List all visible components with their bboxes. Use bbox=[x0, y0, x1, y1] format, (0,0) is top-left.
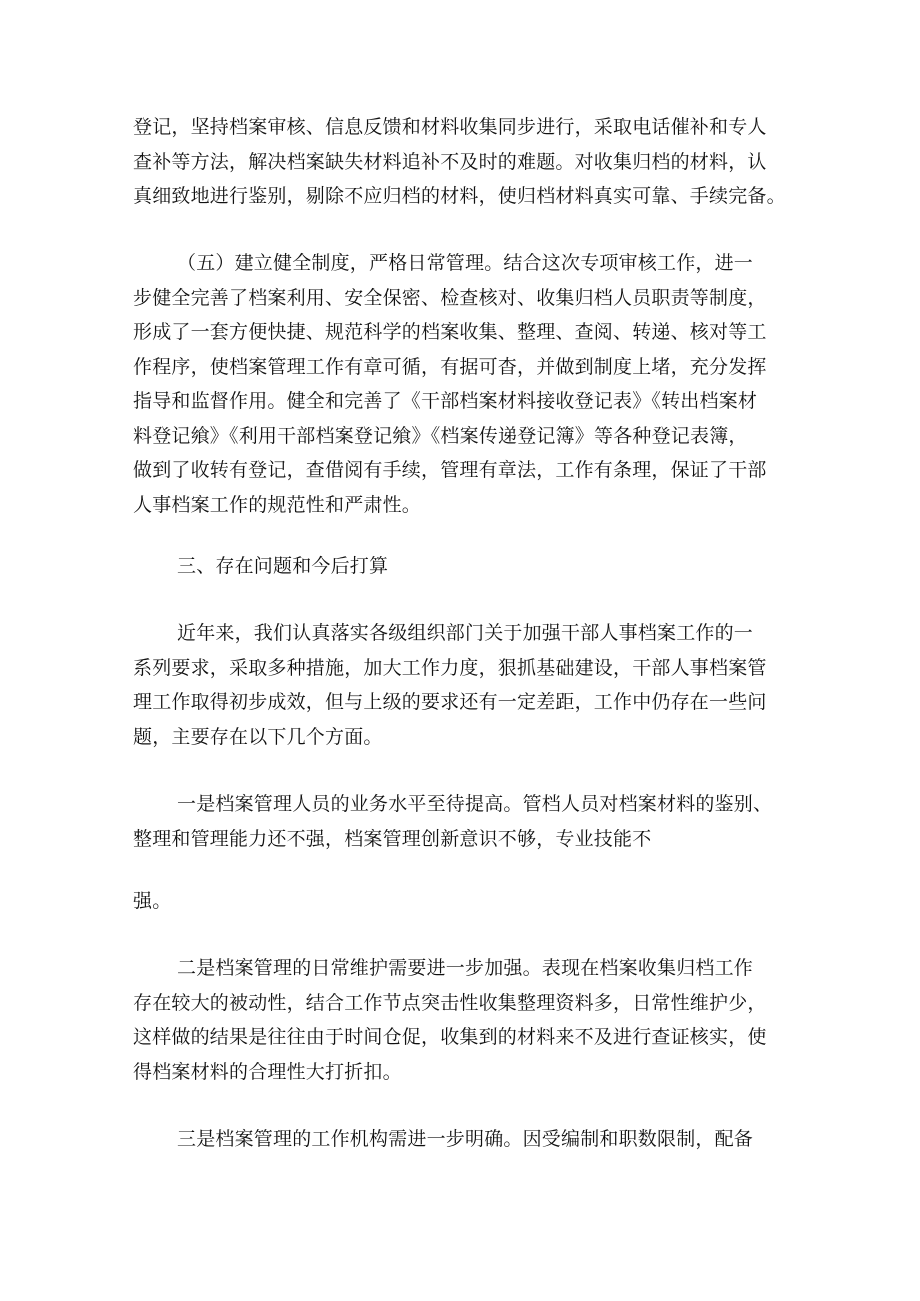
text-line: 人事档案工作的规范性和严肃性。 bbox=[133, 493, 422, 516]
paragraph-p4 bbox=[133, 616, 793, 754]
paragraph-p6 bbox=[133, 884, 793, 919]
text-line: 这样做的结果是往往由于时间仓促，收集到的材料来不及进行查证核实，使 bbox=[133, 1026, 767, 1048]
text-line: 作程序，使档案管理工作有章可循，有据可杳，并做到制度上堵，充分发挥 bbox=[133, 355, 767, 378]
text-line: 存在较大的被动性，结合工作节点突击性收集整理资料多，日常性维护少， bbox=[133, 991, 767, 1014]
text-line: 强。 bbox=[133, 890, 172, 912]
text-line: 近年来，我们认真落实各级组织部门关于加强干部人事档案工作的一 bbox=[177, 622, 754, 644]
text-line: 整理和管理能力还不强，档案管理创新意识不够，专业技能不 bbox=[133, 827, 652, 850]
text-line: 理工作取得初步成效，但与上级的要求还有一定差距，工作中仍存在一些问 bbox=[133, 691, 767, 713]
paragraph-p1 bbox=[133, 110, 793, 214]
text-line: 系列要求，采取多种措施，加大工作力度，狠抓基础建设，干部人事档案管 bbox=[133, 656, 767, 679]
text-line: 形成了一套方便快捷、规范科学的档案收集、整理、查阅、转递、核对等工 bbox=[133, 321, 767, 343]
paragraph-p7 bbox=[133, 951, 793, 1089]
paragraph-p5 bbox=[133, 787, 793, 856]
text-line: 二是档案管理的日常维护需要进一步加强。表现在档案收集归档工作 bbox=[177, 957, 754, 979]
text-line: 查补等方法，解决档案缺失材料追补不及时的难题。对收集归档的材料，认 bbox=[133, 150, 767, 173]
text-line: 做到了收转有登记，查借阅有手续，管理有章法，工作有条理，保证了干部 bbox=[133, 459, 767, 481]
text-line: （五）建立健全制度，严格日常管理。结合这次专项审核工作，进一 bbox=[177, 252, 754, 274]
paragraph-p8 bbox=[133, 1122, 793, 1157]
text-line: 料登记飨》《利用干部档案登记飨》《档案传递登记簿》等各种登记表簿， bbox=[133, 424, 748, 447]
text-line: 指导和监督作用。健全和完善了《干部档案材料接收登记表》《转出档案材 bbox=[133, 390, 758, 412]
text-line: 三、存在问题和今后打算 bbox=[177, 555, 389, 577]
section-heading bbox=[133, 549, 793, 584]
text-line: 真细致地进行鉴别，剔除不应归档的材料，使归档材料真实可靠、手续完备。 bbox=[133, 185, 786, 207]
paragraph-p2 bbox=[133, 246, 793, 522]
text-line: 一是档案管理人员的业务水平至待提高。管档人员对档案材料的鉴别、 bbox=[177, 793, 773, 815]
text-line: 题，主要存在以下几个方面。 bbox=[133, 725, 383, 748]
text-line: 得档案材料的合理性大打折扣。 bbox=[133, 1060, 402, 1083]
text-line: 步健全完善了档案利用、安全保密、检查核对、收集归档人员职责等制度， bbox=[133, 286, 767, 309]
text-line: 三是档案管理的工作机构需进一步明确。因受编制和职数限制，配备 bbox=[177, 1128, 754, 1150]
text-line: 登记，坚持档案审核、信息反馈和材料收集同步进行，采取电话催补和专人 bbox=[133, 116, 767, 138]
